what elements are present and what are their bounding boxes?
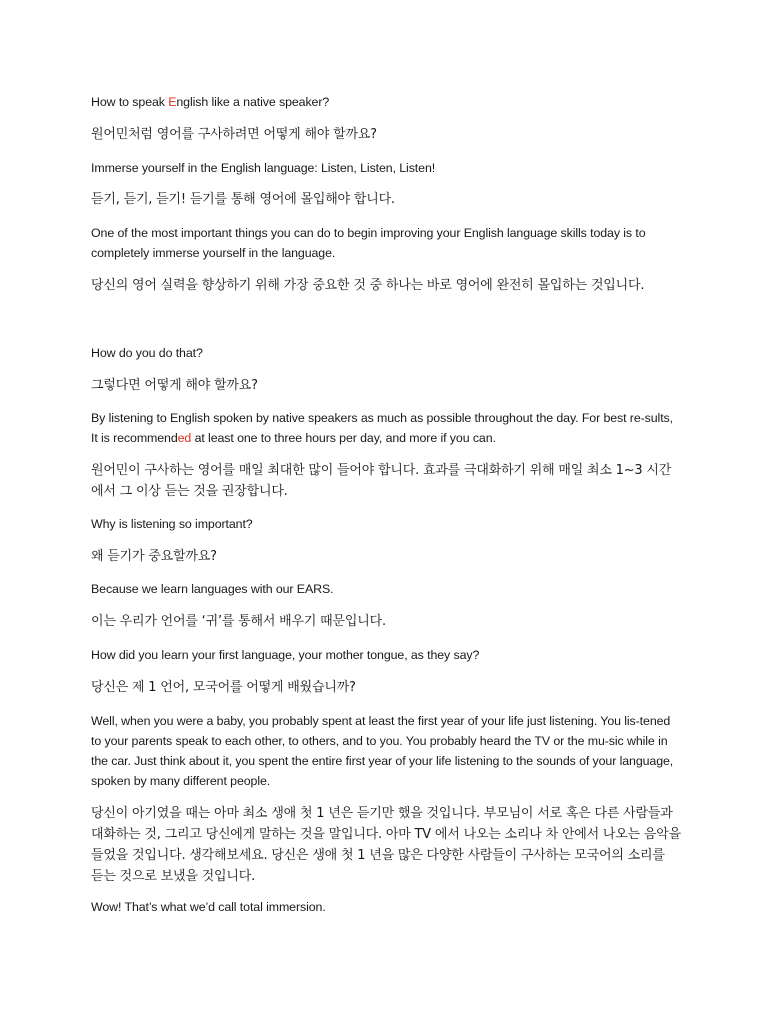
korean-translation: 원어민이 구사하는 영어를 매일 최대한 많이 들어야 합니다. 효과를 극대화하기 위해 매일 최소 1~3 시간에서 그 이상 듣는 것을 권장합니다. [91, 463, 672, 499]
english-paragraph: Immerse yourself in the English language: Listen, Listen, Listen! [91, 161, 436, 175]
text-segment: nglish like a native speaker? [176, 95, 330, 109]
text-segment: By listening to English spoken by native speakers as much as possible throughout the day. For best re-sults, It is recommend [91, 411, 673, 445]
english-paragraph: Well, when you were a baby, you probably spent at least the first year of your life just listening. You lis-tened to your parents speak to each other, to others, and to you. You probably heard the TV or the mu-sic while in the car. Just think about it, you spent the entire first year of your life listening to the sounds of your language, spoken by many different people. [91, 714, 674, 788]
korean-translation: 왜 듣기가 중요할까요? [91, 549, 217, 564]
korean-translation: 그렇다면 어떻게 해야 할까요? [91, 378, 258, 393]
english-paragraph: Wow! That’s what we’d call total immersion. [91, 900, 326, 914]
text-segment: How to speak [91, 95, 169, 109]
korean-translation: 당신은 제 1 언어, 모국어를 어떻게 배웠습니까? [91, 680, 356, 695]
highlighted-text: ed [177, 431, 192, 445]
highlighted-letter: E [168, 95, 177, 109]
english-paragraph: How did you learn your first language, your mother tongue, as they say? [91, 648, 480, 662]
english-paragraph: Because we learn languages with our EARS. [91, 582, 334, 596]
korean-translation: 당신이 아기였을 때는 아마 최소 생애 첫 1 년은 듣기만 했을 것입니다. 부모님이 서로 혹은 다른 사람들과 대화하는 것, 그리고 당신에게 말하는 것을 말입니다. 아마 TV 에서 나오는 소리나 차 안에서 나오는 음악을 들었을 것입니다. 생각해보세요. 당신은 생애 첫 1 년을 많은 다양한 사람들이 구사하는 모국어의 소리를 듣는 것으로 보냈을 것입니다. [91, 806, 681, 884]
korean-translation: 원어민처럼 영어를 구사하려면 어떻게 해야 할까요? [91, 127, 377, 142]
korean-translation: 듣기, 듣기, 듣기! 듣기를 통해 영어에 몰입해야 합니다. [91, 192, 395, 207]
english-paragraph: Why is listening so important? [91, 517, 253, 531]
korean-translation: 당신의 영어 실력을 향상하기 위해 가장 중요한 것 중 하나는 바로 영어에 완전히 몰입하는 것입니다. [91, 278, 645, 293]
heading-question [91, 92, 681, 112]
english-paragraph: One of the most important things you can do to begin improving your English language skills today is to completely immerse yourself in the language. [91, 226, 646, 260]
english-paragraph [91, 408, 679, 448]
text-segment: at least one to three hours per day, and more if you can. [191, 431, 496, 445]
korean-translation: 이는 우리가 언어를 ‘귀’를 통해서 배우기 때문입니다. [91, 614, 386, 629]
english-paragraph: How do you do that? [91, 346, 203, 360]
